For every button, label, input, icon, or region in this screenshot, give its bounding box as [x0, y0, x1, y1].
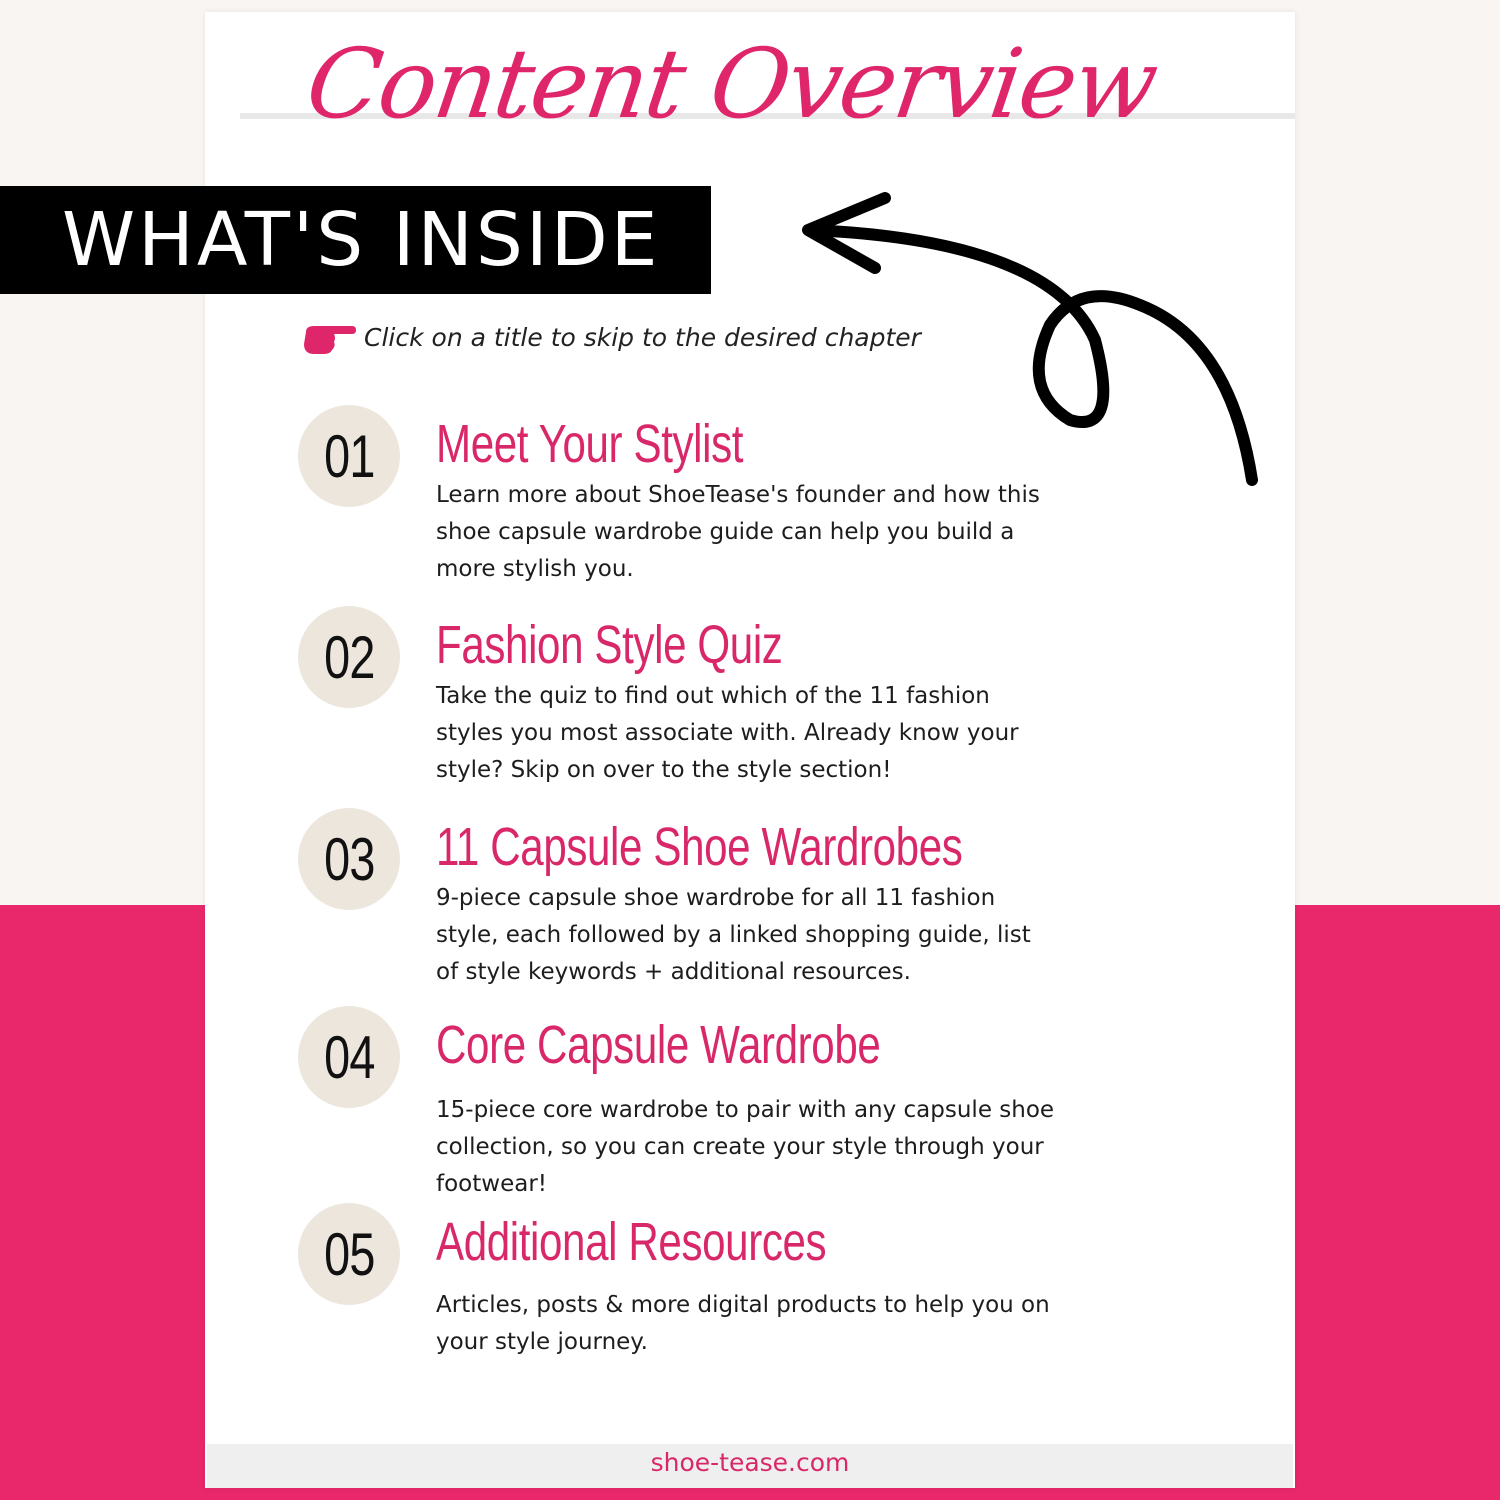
chapter-title-link[interactable]: Fashion Style Quiz [436, 615, 783, 675]
chapter-description: 15-piece core wardrobe to pair with any capsule shoe collection, so you can create your style through your footwear! [436, 1097, 1055, 1197]
chapter-description: 9-piece capsule shoe wardrobe for all 11 fashion style, each followed by a linked shopping guide, list of style keywords + additional resources. [436, 885, 1031, 985]
banner-label: WHAT'S INSIDE [62, 197, 661, 283]
chapter-title-link[interactable]: Core Capsule Wardrobe [436, 1015, 881, 1075]
chapter-description: Take the quiz to find out which of the 11 fashion styles you most associate with. Already know your style? Skip on over to the style section! [436, 683, 1019, 783]
chapter-title-link[interactable]: 11 Capsule Shoe Wardrobes [436, 817, 963, 877]
hint-text: Click on a title to skip to the desired chapter [364, 322, 921, 352]
chapter-title-link[interactable]: Additional Resources [436, 1212, 827, 1272]
chapter-number-badge: 04 [298, 1006, 400, 1108]
chapter-description: Learn more about ShoeTease's founder and how this shoe capsule wardrobe guide can help you build a more stylish you. [436, 482, 1040, 582]
footer-site-link[interactable]: shoe-tease.com [650, 1448, 850, 1477]
pointing-hand-icon [300, 318, 356, 356]
chapter-description: Articles, posts & more digital products to help you on your style journey. [436, 1292, 1050, 1355]
chapter-number-badge: 01 [298, 405, 400, 507]
curly-arrow-icon [780, 180, 1280, 500]
chapter-number-badge: 03 [298, 808, 400, 910]
chapter-title-link[interactable]: Meet Your Stylist [436, 414, 744, 474]
chapter-number-badge: 05 [298, 1203, 400, 1305]
chapter-number-badge: 02 [298, 606, 400, 708]
page-title: Content Overview [300, 28, 1163, 140]
